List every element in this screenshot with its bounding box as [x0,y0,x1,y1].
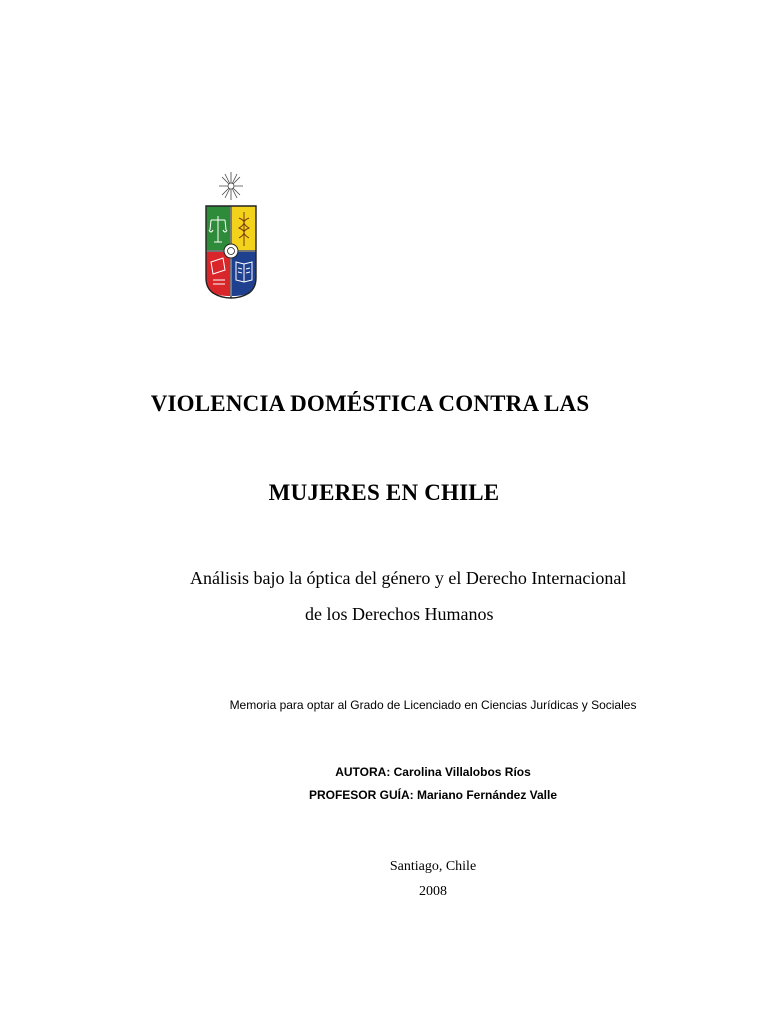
document-title-line-2: MUJERES EN CHILE [268,480,500,505]
publication-year: 2008 [419,884,447,899]
document-subtitle-line-2: de los Derechos Humanos [305,604,494,624]
publication-place: Santiago, Chile [389,859,477,874]
degree-statement: Memoria para optar al Grado de Licenciado en Ciencias Jurídicas y Sociales [229,698,637,712]
document-title-line-1: VIOLENCIA DOMÉSTICA CONTRA LAS [150,391,590,416]
document-subtitle-line-1: Análisis bajo la óptica del género y el Derecho Internacional [190,568,627,588]
advisor-credit: PROFESOR GUÍA: Mariano Fernández Valle [308,788,558,802]
author-credit: AUTORA: Carolina Villalobos Ríos [335,765,531,779]
university-crest-icon [203,170,259,300]
